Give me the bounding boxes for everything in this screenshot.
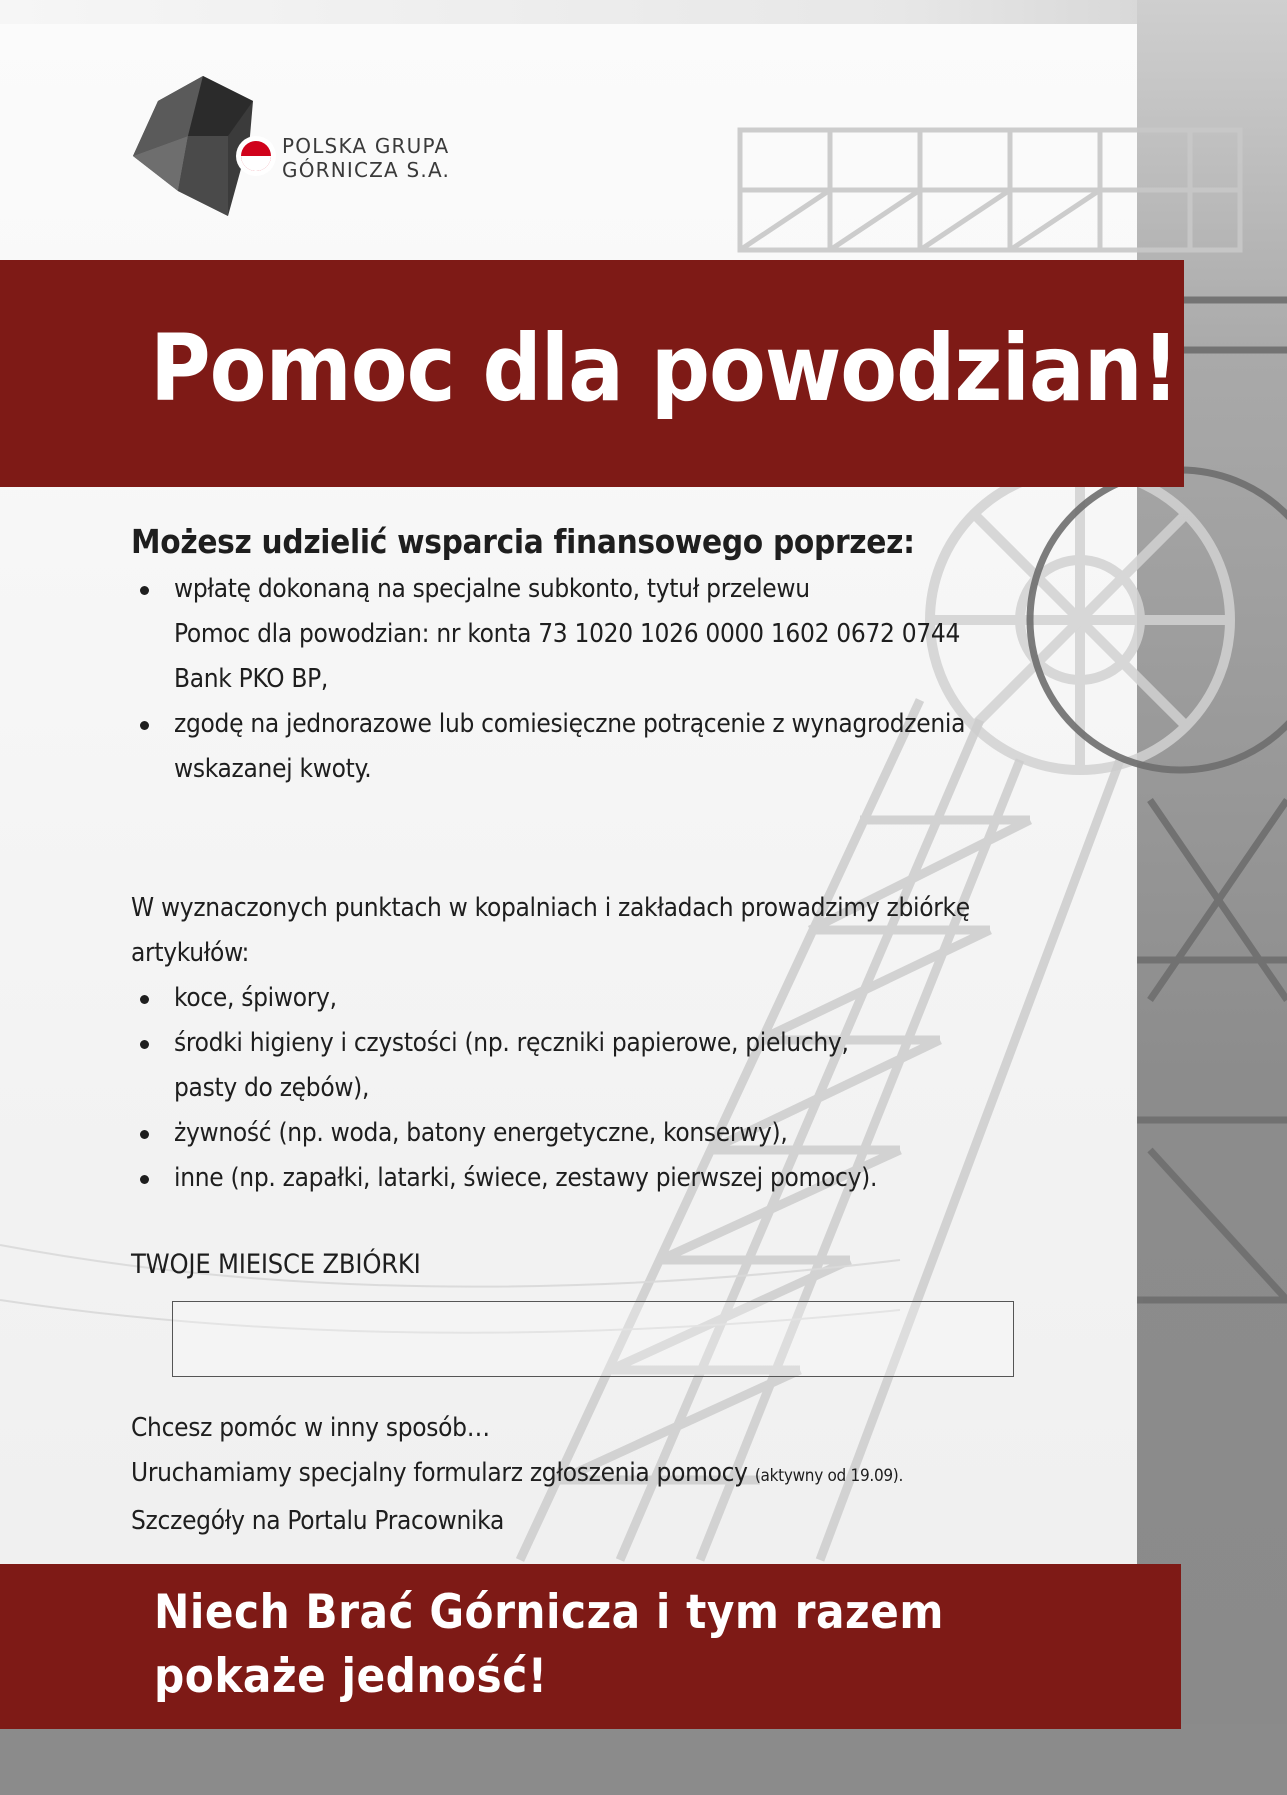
title-banner [0, 260, 1184, 487]
finance-item1-line3: Bank PKO BP, [174, 664, 329, 694]
collection-item-text: żywność (np. woda, batony energetyczne, konserwy), [174, 1118, 788, 1148]
other-line2-note: (aktywny od 19.09). [754, 1466, 904, 1486]
logo-line2: GÓRNICZA S.A. [282, 158, 451, 182]
finance-heading: Możesz udzielić wsparcia finansowego poprzez: [131, 522, 915, 561]
collection-place-field[interactable] [172, 1301, 1014, 1377]
collection-item-text: pasty do zębów), [174, 1073, 370, 1103]
list-item [131, 976, 970, 1021]
pgg-logo [128, 76, 488, 216]
collection-item-text: środki higieny i czystości (np. ręczniki papierowe, pieluchy, [174, 1028, 849, 1058]
page-title: Pomoc dla powodzian! [150, 315, 1179, 422]
collection-section [131, 886, 970, 1201]
top-strip [0, 0, 1287, 24]
collection-intro-line1: W wyznaczonych punktach w kopalniach i zakładach prowadzimy zbiórkę [131, 893, 970, 923]
finance-item2-line2: wskazanej kwoty. [174, 754, 372, 784]
other-line1: Chcesz pomóc w inny sposób… [131, 1413, 490, 1443]
other-line2-main: Uruchamiamy specjalny formularz zgłoszenia pomocy [131, 1458, 748, 1488]
finance-section [131, 517, 965, 792]
logo-text [282, 134, 450, 182]
other-help-section [131, 1406, 903, 1544]
collection-list [131, 976, 970, 1201]
list-item [131, 1021, 970, 1111]
finance-item1-line1: wpłatę dokonaną na specjalne subkonto, tytuł przelewu [174, 574, 810, 604]
list-item [131, 702, 965, 792]
list-item [131, 1156, 970, 1201]
footer-line1: Niech Brać Górnicza i tym razem [154, 1585, 944, 1640]
pgg-stone-logo-icon [128, 76, 278, 216]
finance-item1-line2: Pomoc dla powodzian: nr konta 73 1020 1026 0000 1602 0672 0744 [174, 619, 961, 649]
logo-line1: POLSKA GRUPA [282, 134, 450, 158]
footer-line2: pokaże jedność! [154, 1649, 548, 1704]
footer-banner [0, 1564, 1181, 1729]
list-item [131, 1111, 970, 1156]
collection-item-text: koce, śpiwory, [174, 983, 337, 1013]
list-item [131, 567, 965, 702]
other-line2 [131, 1451, 903, 1499]
collection-intro-line2: artykułów: [131, 938, 250, 968]
footer-slogan [154, 1581, 944, 1709]
other-line3: Szczegóły na Portalu Pracownika [131, 1506, 505, 1536]
finance-item2-line1: zgodę na jednorazowe lub comiesięczne potrącenie z wynagrodzenia [174, 709, 966, 739]
collection-item-text: inne (np. zapałki, latarki, świece, zestawy pierwszej pomocy). [174, 1163, 878, 1193]
finance-list [131, 567, 965, 792]
collection-place-label: TWOJE MIEISCE ZBIÓRKI [131, 1249, 421, 1280]
bottom-strip [0, 1724, 1287, 1795]
